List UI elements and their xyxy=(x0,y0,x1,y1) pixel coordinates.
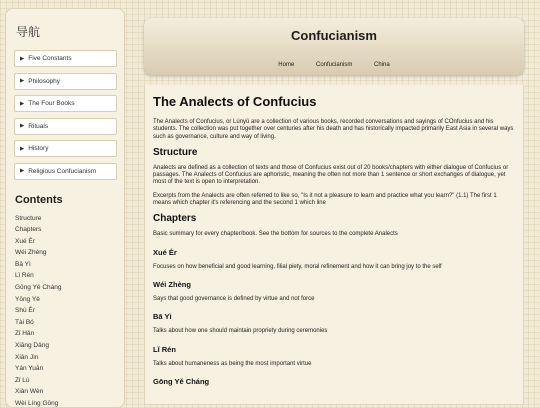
nav-link-home[interactable]: Home xyxy=(278,62,295,68)
toc-link-structure[interactable]: Structure xyxy=(15,214,42,222)
triangle-right-icon: ▶ xyxy=(20,168,25,174)
chapter-title: Bā Yì xyxy=(153,312,172,322)
nav-button-label: The Four Books xyxy=(28,100,75,107)
triangle-right-icon: ▶ xyxy=(20,55,25,62)
contents-title: Contents xyxy=(15,193,63,206)
toc-link[interactable]: Lǐ Rén xyxy=(15,272,34,280)
header-nav xyxy=(144,62,524,68)
structure-paragraph: Excerpts from the Analects are often referred to like so, "Is it not a pleasure to learn and practice what you learn?" (1.1) The first 1 means which chapter it's referencing and the second 1 which line xyxy=(153,192,497,207)
triangle-right-icon: ▶ xyxy=(20,78,25,84)
toc-link-chapters[interactable]: Chapters xyxy=(15,226,42,234)
chapter-title: Wéi Zhèng xyxy=(153,279,191,289)
toc-link[interactable]: Zǐ Hǎn xyxy=(15,330,35,338)
page-title: The Analects of Confucius xyxy=(153,94,317,109)
chapters-heading: Chapters xyxy=(153,213,197,225)
nav-link-confucianism[interactable]: Confucianism xyxy=(315,62,353,68)
structure-heading: Structure xyxy=(153,146,198,158)
triangle-right-icon: ▶ xyxy=(20,100,25,107)
nav-button-philosophy[interactable] xyxy=(14,73,117,90)
nav-button-rituals[interactable] xyxy=(14,118,117,135)
intro-paragraph: The Analects of Confucius, or Lúnyǔ are a collection of various books, recorded conversations and sayings of COnfucius and his students. The collection was put together over centuries after his death and has historically impacted primarily East Asia in several ways such as governance, culture and way of living. xyxy=(153,119,514,140)
structure-paragraph: Analects are defined as a collection of texts and those of Confucius exist out of 20 books/chapters with either dialogue of Confucius or passages. The Analects of Confucius are aphoristic, meaning the often not more than 1 sentence or short exchanges of dialogue, yet most of the text is open to interpretation. xyxy=(153,164,509,186)
chapter-title: Lǐ Rén xyxy=(153,344,176,354)
toc-link[interactable]: Yōng Yě xyxy=(15,295,40,303)
chapters-intro: Basic summary for every chapter/book. See the bottom for sources to the complete Analects xyxy=(153,231,398,238)
main-content xyxy=(144,85,524,405)
nav-button-label: Rituals xyxy=(28,122,49,130)
sidebar-nav-title: 导航 xyxy=(16,25,41,39)
chapter-title: Xué Ér xyxy=(153,247,177,257)
toc-link[interactable]: Zǐ Lù xyxy=(15,376,30,384)
toc-link[interactable]: Tài Bó xyxy=(15,318,34,326)
toc-link[interactable]: Yán Yuān xyxy=(15,365,44,373)
toc-link[interactable]: Bā Yì xyxy=(15,260,31,268)
nav-button-history[interactable] xyxy=(14,140,117,157)
chapter-description: Focuses on how beneficial and good learning, filial piety, moral refinement and how it can bring joy to the self xyxy=(153,263,442,270)
toc-link[interactable]: Xiān Jìn xyxy=(15,353,39,361)
toc-link[interactable]: Xué Ér xyxy=(15,237,35,245)
toc-link[interactable]: Wèi Líng Gōng xyxy=(15,400,59,407)
nav-button-five-constants[interactable] xyxy=(14,50,117,67)
chapter-description: Talks about humaneness as being the most important virtue xyxy=(153,360,312,367)
toc-link[interactable]: Shù Ér xyxy=(15,307,35,315)
chapter-title: Gōng Yě Cháng xyxy=(153,376,210,386)
nav-button-label: Five Constants xyxy=(28,55,72,62)
toc-link[interactable]: Gōng Yě Cháng xyxy=(15,284,62,292)
nav-button-label: Religious Confucianism xyxy=(28,167,97,175)
site-header xyxy=(144,18,524,75)
site-title: Confucianism xyxy=(291,28,377,43)
nav-button-label: Philosophy xyxy=(28,77,61,85)
nav-link-china[interactable]: China xyxy=(374,62,390,68)
triangle-right-icon: ▶ xyxy=(20,145,25,152)
toc-link[interactable]: Wéi Zhèng xyxy=(15,249,47,257)
toc-link[interactable]: Xiàn Wèn xyxy=(15,388,44,396)
chapter-description: Says that good governance is defined by virtue and not force xyxy=(153,295,315,302)
sidebar xyxy=(5,8,125,408)
nav-button-four-books[interactable] xyxy=(14,95,117,112)
nav-button-religious-confucianism[interactable] xyxy=(14,163,117,180)
triangle-right-icon: ▶ xyxy=(20,123,25,129)
chapter-description: Talks about how one should maintain propriety during ceremonies xyxy=(153,328,328,335)
nav-button-label: History xyxy=(28,145,49,152)
toc-link[interactable]: Xiāng Dǎng xyxy=(15,342,49,350)
